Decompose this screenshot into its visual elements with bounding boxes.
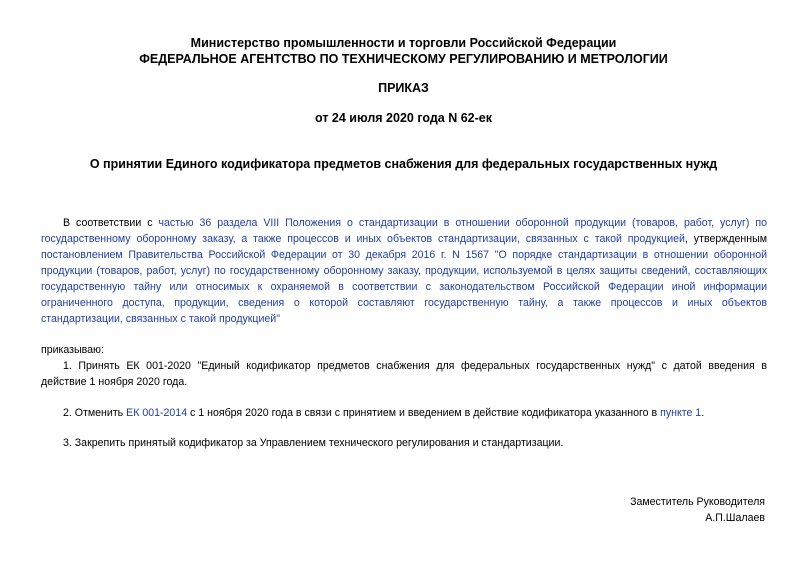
orders-word: приказываю: — [41, 344, 104, 356]
intro-text: , утвержденным — [684, 233, 767, 245]
order-item-2 — [63, 405, 767, 421]
signatory-name: А.П.Шалаев — [705, 512, 765, 524]
legal-reference-link[interactable]: частью 36 раздела VIII Положения о стандартизации в отношении оборонной продукции (товаров, работ, услуг) по — [158, 217, 767, 229]
legal-reference-link[interactable]: государственному оборонному заказу, а также процессов и иных объектов стандартизации, связанных с такой продукцией — [41, 233, 685, 245]
intro-line — [41, 295, 767, 311]
document-title: О принятии Единого кодификатора предметов снабжения для федеральных государственных нужд — [89, 157, 718, 171]
intro-line — [41, 231, 767, 247]
order-item-3: 3. Закрепить принятый кодификатор за Управлением технического регулирования и стандартизации. — [63, 437, 564, 449]
signatory-position: Заместитель Руководителя — [630, 496, 765, 508]
legal-reference-link[interactable]: стандартизации, связанных с такой продукцией" — [41, 313, 280, 325]
order-item-1-line2: действие 1 ноября 2020 года. — [41, 376, 188, 388]
document-date-number: от 24 июля 2020 года N 62-ек — [315, 111, 492, 125]
point-1-link[interactable]: пункте 1 — [660, 407, 702, 419]
intro-line — [41, 247, 767, 263]
order-item-2-text: с 1 ноября 2020 года в связи с принятием и введением в действие кодификатора указанного в — [187, 407, 661, 419]
document-type: ПРИКАЗ — [378, 81, 429, 95]
order-item-2-text: 2. Отменить — [63, 407, 127, 419]
order-item-1-line1: 1. Принять ЕК 001-2020 "Единый кодификатор предметов снабжения для федеральных государственных нужд" с датой введения в — [63, 360, 767, 372]
intro-line — [41, 311, 767, 327]
legal-reference-link[interactable]: постановлением Правительства Российской Федерации от 30 декабря 2016 г. N 1567 "О порядке стандартизации в отношении оборонной — [41, 249, 767, 261]
ministry-name: Министерство промышленности и торговли Российской Федерации — [190, 36, 617, 50]
intro-text: В соответствии с — [63, 217, 159, 229]
intro-line — [63, 215, 767, 231]
legal-reference-link[interactable]: продукции (товаров, работ, услуг) по государственному оборонному заказу, продукции, используемой в целях защиты сведений, составляющих — [41, 265, 767, 277]
intro-line — [41, 279, 767, 295]
legal-reference-link[interactable]: ограниченного доступа, продукции, сведения о которой составляют государственную тайну, а также процессов и иных объектов — [41, 297, 767, 309]
intro-line — [41, 263, 767, 279]
agency-name: ФЕДЕРАЛЬНОЕ АГЕНТСТВО ПО ТЕХНИЧЕСКОМУ РЕГУЛИРОВАНИЮ И МЕТРОЛОГИИ — [139, 52, 668, 66]
ek-001-2014-link[interactable]: ЕК 001-2014 — [126, 407, 188, 419]
order-item-2-text: . — [701, 407, 705, 419]
legal-reference-link[interactable]: государственную тайну или относимых к охраняемой в соответствии с законодательством Российской Федерации иной информации — [41, 281, 767, 293]
